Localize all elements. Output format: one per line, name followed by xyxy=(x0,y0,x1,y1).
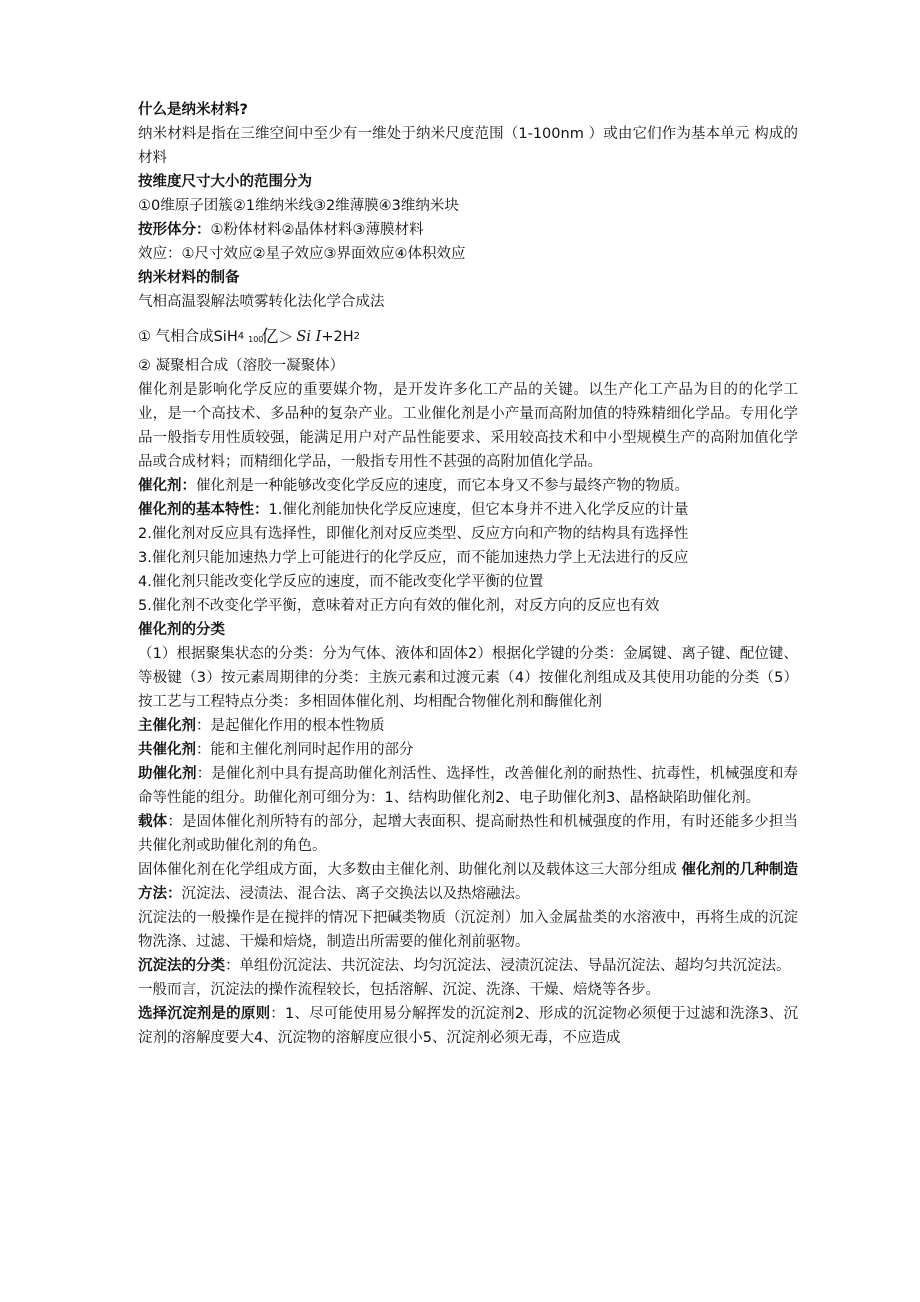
principle-text: ：1、尽可能使用易分解挥发的沉淀剂2、形成的沉淀物必须便于过滤和洗涤3、沉淀剂的溶解度要大4、沉淀物的溶解度应很小5、沉淀剂必须无毒，不应造成 xyxy=(138,1006,798,1046)
effect-label: 效应： xyxy=(138,246,182,262)
principle-para xyxy=(138,1002,798,1050)
carrier-para xyxy=(138,810,798,858)
formula-sub4: 4 xyxy=(237,331,245,342)
carrier-label: 载体 xyxy=(138,814,168,830)
principle-label: 选择沉淀剂是的原则 xyxy=(138,1006,271,1022)
basic-4: 4.催化剂只能改变化学反应的速度，而不能改变化学平衡的位置 xyxy=(138,574,544,590)
shape-line xyxy=(138,218,798,242)
basic-3: 3.催化剂只能加速热力学上可能进行的化学反应，而不能加速热力学上无法进行的反应 xyxy=(138,550,689,566)
prep-method-label: 催化剂的几种制造方法： xyxy=(138,862,798,902)
co-catalyst-line xyxy=(138,738,798,762)
dimension-items: ①0维原子团簇②1维纳米线③2维薄膜④3维纳米块 xyxy=(138,198,459,214)
solid-text: 固体催化剂在化学组成方面，大多数由主催化剂、助催化剂以及载体这三大部分组成 xyxy=(138,862,682,878)
shape-label: 按形体分： xyxy=(138,222,211,238)
formula-sub2: 2 xyxy=(353,331,360,342)
gas-synthesis-formula xyxy=(138,324,798,350)
basic-label: 催化剂的基本特性： xyxy=(138,502,269,518)
class-heading: 催化剂的分类 xyxy=(138,622,225,638)
formula-si: Si I xyxy=(296,329,322,345)
solid-catalyst-para xyxy=(138,858,798,906)
main-label: 主催化剂 xyxy=(138,718,196,734)
main-catalyst-line xyxy=(138,714,798,738)
promoter-label: 助催化剂 xyxy=(138,766,197,782)
basic-5: 5.催化剂不改变化学平衡，意味着对正方向有效的催化剂，对反方向的反应也有效 xyxy=(138,598,660,614)
catalyst-intro: 催化剂是影响化学反应的重要媒介物，是开发许多化工产品的关键。以生产化工产品为目的的化学工业，是一个高技术、多品种的复杂产业。工业催化剂是小产量而高附加值的特殊精细化学品。专用化学品一般指专用性质较强，能满足用户对产品性能要求、采用较高技术和中小型规模生产的高附加值化学品或合成材料；而精细化学品，一般指专用性不甚强的高附加值化学品。 xyxy=(138,382,798,470)
formula-temp: 100 xyxy=(248,335,264,344)
carrier-text: ：是固体催化剂所特有的部分，起增大表面积、提高耐热性和机械强度的作用，有时还能多少担当共催化剂或助催化剂的角色。 xyxy=(138,814,798,854)
catalyst-def: 催化剂是一种能够改变化学反应的速度，而它本身又不参与最终产物的物质。 xyxy=(196,478,689,494)
formula-arrow: ＞ xyxy=(278,328,294,346)
prep-method-text: 沉淀法、浸渍法、混合法、离子交换法以及热熔融法。 xyxy=(181,886,530,902)
nano-definition: 纳米材料是指在三维空间中至少有一维处于纳米尺度范围（1-100nm ）或由它们作为基本单元 构成的材料 xyxy=(138,126,798,166)
precip-class-label: 沉淀法的分类 xyxy=(138,958,225,974)
basic-2: 2.催化剂对反应具有选择性，即催化剂对反应类型、反应方向和产物的结构具有选择性 xyxy=(138,526,689,542)
shape-items: ①粉体材料②晶体材料③薄膜材料 xyxy=(210,222,424,238)
promoter-text: ：是催化剂中具有提高助催化剂活性、选择性，改善催化剂的耐热性、抗毒性，机械强度和寿命等性能的组分。助催化剂可细分为：1、结构助催化剂2、电子助催化剂3、晶格缺陷助催化剂。 xyxy=(138,766,799,806)
prep-methods: 气相高温裂解法喷雾转化法化学合成法 xyxy=(138,294,385,310)
co-label: 共催化剂 xyxy=(138,742,196,758)
class-text: （1）根据聚集状态的分类：分为气体、液体和固体2）根据化学键的分类：金属键、离子键、配位键、等极键（3）按元素周期律的分类：主族元素和过渡元素（4）按催化剂组成及其使用功能的分类（5）按工艺与工程特点分类：多相固体催化剂、均相配合物催化剂和酶催化剂 xyxy=(138,646,798,710)
formula-yi: 亿 xyxy=(261,327,279,347)
basic-1: 1.催化剂能加快化学反应速度，但它本身并不进入化学反应的计量 xyxy=(268,502,689,518)
precip-class-text: ：单组份沉淀法、共沉淀法、均匀沉淀法、浸渍沉淀法、导晶沉淀法、超均匀共沉淀法。 xyxy=(225,958,791,974)
question-heading: 什么是纳米材料? xyxy=(138,102,248,118)
formula-plus: +2H xyxy=(321,329,354,345)
document-page xyxy=(138,98,798,1050)
formula-prefix: ① 气相合成SiH xyxy=(138,329,238,345)
basic-line xyxy=(138,498,798,522)
effect-line xyxy=(138,242,798,266)
precip-class-para xyxy=(138,954,798,978)
precipitation-para: 沉淀法的一般操作是在搅拌的情况下把碱类物质（沉淀剂）加入金属盐类的水溶液中，再将生成的沉淀物洗涤、过滤、干燥和焙烧，制造出所需要的催化剂前驱物。 xyxy=(138,910,798,950)
process-line: 一般而言，沉淀法的操作流程较长，包括溶解、沉淀、洗涤、干燥、焙烧等各步。 xyxy=(138,982,660,998)
catalyst-label: 催化剂： xyxy=(138,478,196,494)
effect-items: ①尺寸效应②星子效应③界面效应④体积效应 xyxy=(181,246,466,262)
dimension-heading: 按维度尺寸大小的范围分为 xyxy=(138,174,312,190)
catalyst-def-line xyxy=(138,474,798,498)
co-text: ：能和主催化剂同时起作用的部分 xyxy=(196,742,414,758)
main-text: ：是起催化作用的根本性物质 xyxy=(196,718,385,734)
prep-heading: 纳米材料的制备 xyxy=(138,270,240,286)
condense-phase: ② 凝聚相合成（溶胶一凝聚体） xyxy=(138,358,345,374)
promoter-para xyxy=(138,762,798,810)
